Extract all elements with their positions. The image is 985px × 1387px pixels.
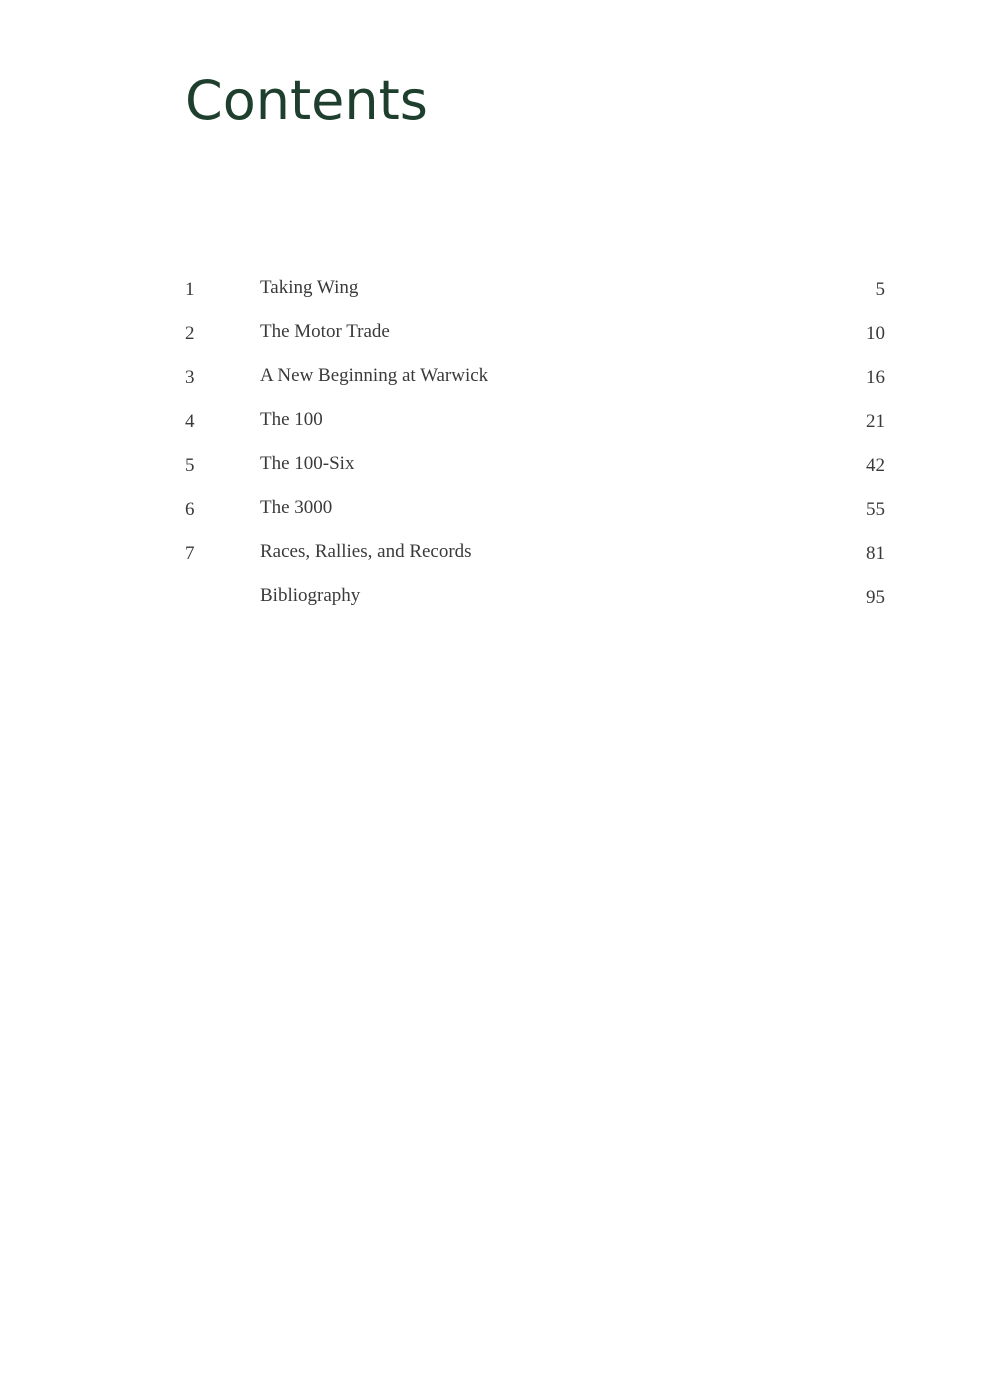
page-number: 5 xyxy=(875,279,885,300)
page-number: 81 xyxy=(866,543,885,564)
chapter-title: Bibliography xyxy=(260,585,361,606)
page-title: Contents xyxy=(185,69,428,132)
chapter-number: 5 xyxy=(185,455,195,476)
page-number: 55 xyxy=(866,499,885,520)
toc-entry-4[interactable] xyxy=(185,406,885,450)
chapter-title: Races, Rallies, and Records xyxy=(260,541,472,562)
chapter-title: The 100 xyxy=(260,409,323,430)
toc-entry-7[interactable] xyxy=(185,538,885,582)
chapter-number: 6 xyxy=(185,499,195,520)
chapter-number: 7 xyxy=(185,543,195,564)
chapter-title: Taking Wing xyxy=(260,277,359,298)
chapter-title: A New Beginning at Warwick xyxy=(260,365,489,386)
toc-entry-bibliography[interactable] xyxy=(185,582,885,626)
toc-entry-6[interactable] xyxy=(185,494,885,538)
page-number: 16 xyxy=(866,367,885,388)
chapter-title: The 100-Six xyxy=(260,453,355,474)
page-number: 42 xyxy=(866,455,885,476)
chapter-number: 3 xyxy=(185,367,195,388)
page-number: 95 xyxy=(866,587,885,608)
table-of-contents xyxy=(185,274,885,626)
toc-entry-1[interactable] xyxy=(185,274,885,318)
toc-entry-3[interactable] xyxy=(185,362,885,406)
toc-entry-5[interactable] xyxy=(185,450,885,494)
page-number: 21 xyxy=(866,411,885,432)
chapter-number: 2 xyxy=(185,323,195,344)
chapter-number: 4 xyxy=(185,411,195,432)
chapter-title: The 3000 xyxy=(260,497,333,518)
chapter-title: The Motor Trade xyxy=(260,321,390,342)
toc-entry-2[interactable] xyxy=(185,318,885,362)
chapter-number: 1 xyxy=(185,279,195,300)
page-number: 10 xyxy=(866,323,885,344)
